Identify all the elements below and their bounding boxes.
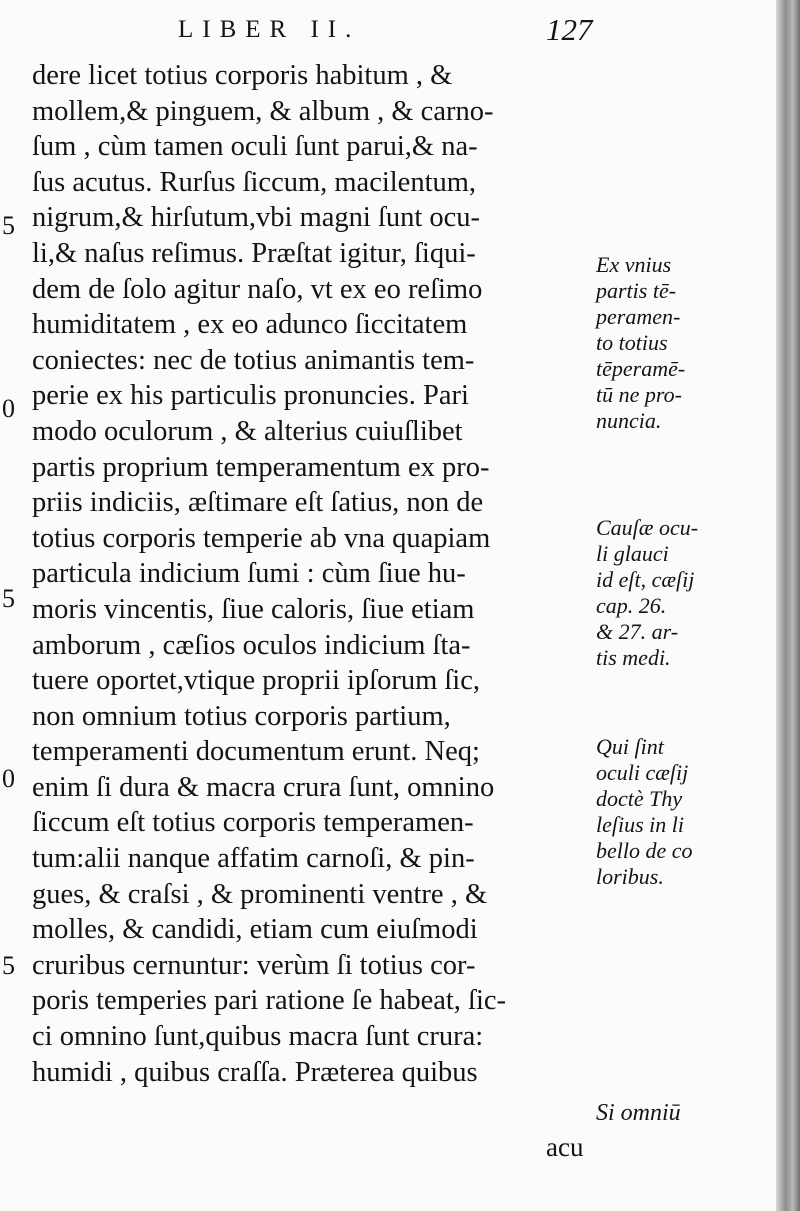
text-line: ſus acutus. Rurſus ſiccum, macilentum,: [32, 166, 477, 198]
margin-line-number: 0: [2, 394, 15, 423]
margin-line-number: 5: [2, 584, 15, 613]
text-line: totius corporis temperie ab vna quapiam: [32, 522, 491, 554]
text-line: li,& naſus reſimus. Præſtat igitur, ſiqui-: [32, 237, 476, 269]
marginal-note-line: Qui ſint: [596, 734, 664, 759]
text-line: humiditatem , ex eo adunco ſiccitatem: [32, 309, 468, 341]
margin-line-number: 5: [2, 211, 15, 240]
page-fold-shadow: [776, 0, 800, 1211]
marginal-note-line: li glauci: [596, 541, 669, 566]
text-line: poris temperies pari ratione ſe habeat, ſic-: [32, 985, 507, 1017]
text-line: gues, & craſsi , & prominenti ventre , &: [32, 878, 488, 910]
text-line: ſum , cùm tamen oculi ſunt parui,& na-: [32, 131, 478, 163]
text-line: tuere oportet,vtique proprii ipſorum ſic,: [32, 665, 480, 697]
text-line: coniectes: nec de totius animantis tem-: [32, 344, 475, 376]
marginal-note-line: doctè Thy: [596, 786, 683, 811]
marginal-note-line: & 27. ar-: [596, 619, 679, 644]
marginal-note-line: id eſt, cæſij: [596, 567, 695, 592]
text-line: mollem,& pinguem, & album , & carno-: [32, 95, 494, 127]
marginal-note-line: bello de co: [596, 838, 693, 863]
text-line: moris vincentis, ſiue caloris, ſiue etiam: [32, 593, 475, 625]
marginal-note-line: loribus.: [596, 864, 664, 889]
marginal-note-line: tēperamē-: [596, 356, 686, 381]
running-title: LIBER II.: [178, 16, 361, 43]
marginal-note-2: [596, 515, 698, 671]
text-line: perie ex his particulis pronuncies. Pari: [32, 380, 469, 412]
marginal-note-line: peramen-: [596, 304, 681, 329]
text-line: humidi , quibus craſſa. Præterea quibus: [32, 1056, 478, 1088]
marginal-note-line: Cauſæ ocu-: [596, 515, 699, 540]
marginal-note-line: leſius in li: [596, 812, 684, 837]
text-line: particula indicium ſumi : cùm ſiue hu-: [32, 558, 466, 590]
text-line: amborum , cæſios oculos indicium ſta-: [32, 629, 471, 661]
marginal-note-line: tis medi.: [596, 645, 671, 670]
marginal-note-3: [596, 734, 693, 890]
text-line: dere licet totius corporis habitum , &: [32, 60, 453, 91]
marginal-note-line: Ex vnius: [596, 252, 672, 277]
text-line: non omnium totius corporis partium,: [32, 700, 451, 732]
text-line: partis proprium temperamentum ex pro-: [32, 451, 490, 483]
text-line: temperamenti documentum erunt. Neq;: [32, 736, 480, 768]
text-line: ci omnino ſunt,quibus macra ſunt crura:: [32, 1021, 484, 1053]
catchword: acu: [546, 1132, 584, 1162]
marginal-note-line: to totius: [596, 330, 668, 355]
marginal-note-1: [596, 252, 685, 434]
margin-line-number: 5: [2, 951, 15, 980]
text-line: molles, & candidi, etiam cum eiuſmodi: [32, 914, 478, 946]
marginal-note-line: nuncia.: [596, 408, 662, 433]
marginal-note-line: cap. 26.: [596, 593, 667, 618]
page-number: 127: [546, 12, 593, 47]
margin-line-number: 0: [2, 764, 15, 793]
text-line: cruribus cernuntur: verùm ſi totius cor-: [32, 949, 476, 981]
main-text-column: [32, 58, 602, 1090]
marginal-note-line: tū ne pro-: [596, 382, 682, 407]
text-line: priis indiciis, æſtimare eſt ſatius, non de: [32, 487, 484, 519]
marginal-note-line: partis tē-: [596, 278, 677, 303]
page-header: [0, 12, 776, 52]
text-line: dem de ſolo agitur naſo, vt ex eo reſimo: [32, 273, 483, 305]
marginal-note-line: oculi cæſij: [596, 760, 689, 785]
marginal-note-4: Si omniū: [596, 1100, 681, 1126]
text-line: enim ſi dura & macra crura ſunt, omnino: [32, 771, 495, 803]
text-line: modo oculorum , & alterius cuiuſlibet: [32, 415, 463, 447]
text-line: ſiccum eſt totius corporis temperamen-: [32, 807, 474, 839]
text-line: nigrum,& hirſutum,vbi magni ſunt ocu-: [32, 202, 481, 234]
text-line: tum:alii nanque affatim carnoſi, & pin-: [32, 843, 475, 875]
